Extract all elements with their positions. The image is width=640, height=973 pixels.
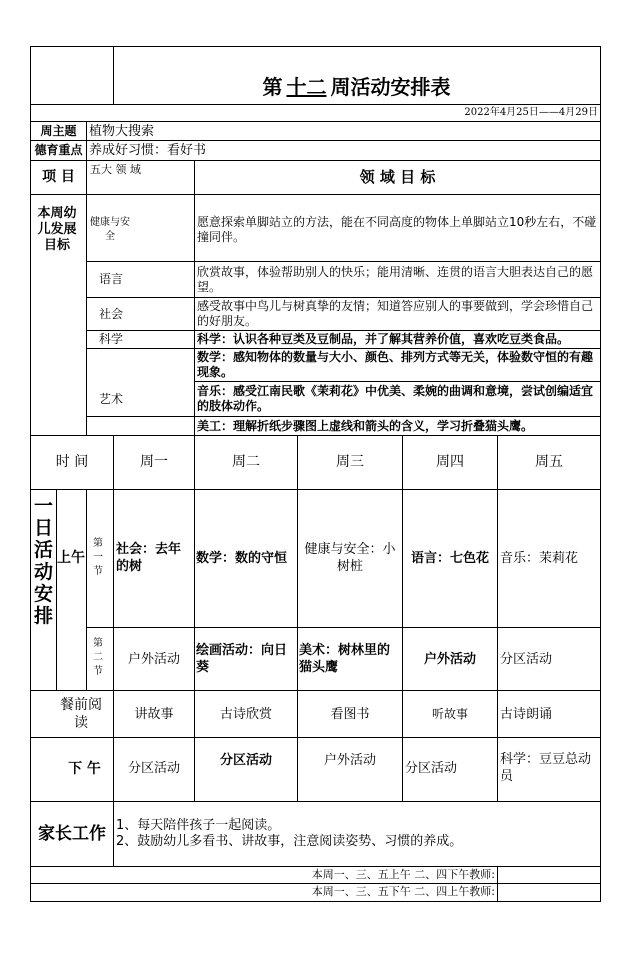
- period2-label: 第二节: [93, 638, 103, 677]
- theme-value: 植物大搜索: [89, 123, 155, 139]
- goal-language: 欣赏故事，体验帮助别人的快乐；能用清晰、连贯的语言大胆表达自己的愿望。: [197, 264, 594, 294]
- before-meal-label: 餐前阅读: [60, 697, 102, 731]
- header-goal: 领 域 目 标: [359, 168, 436, 186]
- date-range: 2022年4月25日——4月29日: [464, 107, 598, 118]
- period1-label: 第一节: [93, 538, 103, 577]
- morning-label: 上午: [57, 549, 85, 566]
- meal-friday: 古诗朗诵: [500, 706, 553, 722]
- domain-social: 社会: [98, 306, 123, 321]
- day-thursday: 周四: [436, 454, 464, 470]
- p2-wednesday: 美术：树林里的猫头鹰: [299, 643, 391, 675]
- title-week-number: 十二: [286, 75, 327, 99]
- pm-monday: 分区活动: [127, 760, 180, 776]
- day-wednesday: 周三: [336, 454, 364, 470]
- meal-thursday: 听故事: [431, 706, 468, 721]
- domain-health: 健康与安全: [90, 217, 130, 242]
- domain-science: 科学: [98, 332, 123, 346]
- parent-item-1: 1、每天陪伴孩子一起阅读。: [116, 818, 281, 833]
- goal-math: 数学：感知物体的数量与大小、颜色、排列方式等无关，体验数守恒的有趣现象。: [197, 350, 594, 379]
- p2-thursday: 户外活动: [423, 651, 476, 667]
- meal-tuesday: 古诗欣赏: [219, 706, 272, 722]
- parent-item-2: 2、鼓励幼儿多看书、讲故事，注意阅读姿势、习惯的养成。: [116, 834, 463, 849]
- day-schedule-label: 一日活动安排: [33, 495, 53, 627]
- pm-wednesday: 户外活动: [323, 752, 376, 768]
- pm-thursday: 分区活动: [405, 760, 458, 776]
- goal-music: 音乐：感受江南民歌《茉莉花》中优美、柔婉的曲调和意境，尝试创编适宜的肢体动作。: [197, 384, 594, 413]
- title-suffix: 周活动安排表: [330, 75, 451, 99]
- theme-label: 周主题: [40, 123, 77, 138]
- moral-value: 养成好习惯：看好书: [89, 143, 207, 158]
- header-domain: 五大 领 域: [90, 163, 141, 176]
- pm-friday: 科学：豆豆总动员: [500, 752, 592, 784]
- day-tuesday: 周二: [232, 454, 260, 470]
- afternoon-label: 下 午: [68, 761, 101, 777]
- title-prefix: 第: [262, 75, 283, 99]
- p1-tuesday: 数学：数的守恒: [196, 550, 288, 566]
- moral-label: 德育重点: [34, 143, 83, 157]
- p1-thursday: 语言：七色花: [410, 550, 489, 566]
- domain-art: 艺术: [98, 391, 123, 406]
- teacher-line-2: 本周一、三、五下午 二、四上午教师:: [311, 885, 495, 898]
- meal-monday: 讲故事: [134, 706, 174, 722]
- time-label: 时 间: [55, 454, 89, 470]
- meal-wednesday: 看图书: [330, 706, 370, 722]
- p1-friday: 音乐：茉莉花: [500, 550, 579, 566]
- p2-friday: 分区活动: [500, 651, 553, 667]
- header-item: 项 目: [42, 169, 75, 185]
- goal-health: 愿意探索单脚站立的方法，能在不同高度的物体上单脚站立10秒左右，不碰撞同伴。: [197, 215, 597, 244]
- p1-wednesday: 健康与安全：小树桩: [304, 542, 396, 574]
- goals-label: 本周幼儿发展目标: [37, 206, 77, 253]
- p1-monday: 社会：去年的树: [116, 542, 182, 574]
- parent-label: 家长工作: [38, 823, 106, 844]
- goal-social: 感受故事中鸟儿与树真挚的友情；知道答应别人的事要做到，学会珍惜自己的好朋友。: [197, 299, 594, 328]
- p2-tuesday: 绘画活动：向日葵: [196, 643, 288, 675]
- goal-craft: 美工：理解折纸步骤图上虚线和箭头的含义，学习折叠猫头鹰。: [197, 418, 534, 433]
- teacher-line-1: 本周一、三、五上午 二、四下午教师:: [311, 868, 495, 881]
- p2-monday: 户外活动: [127, 651, 180, 667]
- domain-language: 语言: [98, 272, 123, 286]
- day-friday: 周五: [535, 454, 563, 470]
- day-monday: 周一: [140, 454, 168, 470]
- page-title: [113, 72, 600, 102]
- pm-tuesday: 分区活动: [219, 752, 272, 768]
- goal-science: 科学：认识各种豆类及豆制品，并了解其营养价值，喜欢吃豆类食品。: [197, 332, 570, 346]
